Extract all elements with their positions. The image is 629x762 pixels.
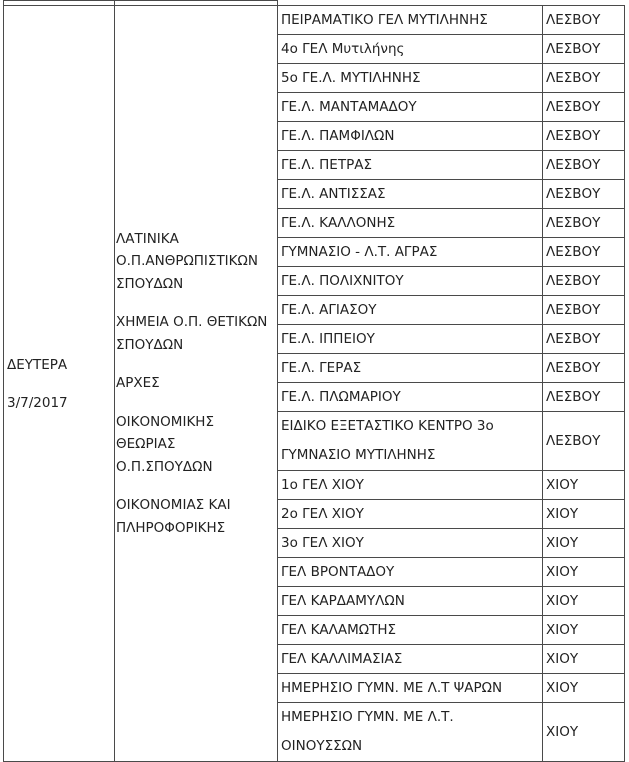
prefecture: ΛΕΣΒΟΥ bbox=[543, 296, 625, 325]
school-name: ΓΕΛ ΚΑΛΑΜΩΤΗΣ bbox=[278, 616, 543, 645]
subject-line: ΑΡΧΕΣ bbox=[116, 375, 160, 392]
school-name: ΓΕ.Λ. ΙΠΠΕΙΟΥ bbox=[278, 325, 543, 354]
exam-date: 3/7/2017 bbox=[7, 394, 68, 411]
prefecture: ΧΙΟΥ bbox=[543, 587, 625, 616]
school-name: ΕΙΔΙΚΟ ΕΞΕΤΑΣΤΙΚΟ ΚΕΝΤΡΟ 3ο ΓΥΜΝΑΣΙΟ ΜΥΤΙΛΗΝΗΣ bbox=[278, 412, 543, 471]
subject-line: ΘΕΩΡΙΑΣ bbox=[116, 436, 176, 453]
school-name: ΠΕΙΡΑΜΑΤΙΚΟ ΓΕΛ ΜΥΤΙΛΗΝΗΣ bbox=[278, 6, 543, 35]
school-name: ΓΕ.Λ. ΑΓΙΑΣΟΥ bbox=[278, 296, 543, 325]
prefecture: ΛΕΣΒΟΥ bbox=[543, 64, 625, 93]
prefecture: ΧΙΟΥ bbox=[543, 500, 625, 529]
prefecture: ΧΙΟΥ bbox=[543, 616, 625, 645]
prefecture: ΛΕΣΒΟΥ bbox=[543, 209, 625, 238]
school-name: ΓΕ.Λ. ΠΟΛΙΧΝΙΤΟΥ bbox=[278, 267, 543, 296]
school-name: ΓΕΛ ΚΑΛΛΙΜΑΣΙΑΣ bbox=[278, 645, 543, 674]
school-name: ΗΜΕΡΗΣΙΟ ΓΥΜΝ. ΜΕ Λ.Τ ΨΑΡΩΝ bbox=[278, 674, 543, 703]
subject-line: ΣΠΟΥΔΩΝ bbox=[116, 336, 184, 353]
school-name: ΓΕ.Λ. ΑΝΤΙΣΣΑΣ bbox=[278, 180, 543, 209]
prefecture: ΧΙΟΥ bbox=[543, 558, 625, 587]
table-body bbox=[4, 1, 625, 762]
school-name: 2ο ΓΕΛ ΧΙΟΥ bbox=[278, 500, 543, 529]
prefecture: ΛΕΣΒΟΥ bbox=[543, 383, 625, 412]
prefecture: ΧΙΟΥ bbox=[543, 703, 625, 762]
subject-line: ΟΙΚΟΝΟΜΙΚΗΣ bbox=[116, 413, 214, 430]
prefecture: ΛΕΣΒΟΥ bbox=[543, 93, 625, 122]
school-name: ΓΕ.Λ. ΚΑΛΛΟΝΗΣ bbox=[278, 209, 543, 238]
school-name: ΓΕΛ ΒΡΟΝΤΑΔΟΥ bbox=[278, 558, 543, 587]
prefecture: ΛΕΣΒΟΥ bbox=[543, 180, 625, 209]
school-name: ΓΕ.Λ. ΜΑΝΤΑΜΑΔΟΥ bbox=[278, 93, 543, 122]
prefecture: ΛΕΣΒΟΥ bbox=[543, 354, 625, 383]
prefecture: ΛΕΣΒΟΥ bbox=[543, 412, 625, 471]
prefecture: ΛΕΣΒΟΥ bbox=[543, 122, 625, 151]
school-name: 4ο ΓΕΛ Μυτιλήνης bbox=[278, 35, 543, 64]
prefecture: ΛΕΣΒΟΥ bbox=[543, 6, 625, 35]
school-name: ΓΕ.Λ. ΠΛΩΜΑΡΙΟΥ bbox=[278, 383, 543, 412]
prefecture: ΛΕΣΒΟΥ bbox=[543, 325, 625, 354]
school-name: 3ο ΓΕΛ ΧΙΟΥ bbox=[278, 529, 543, 558]
exam-date-cell bbox=[4, 6, 115, 762]
prefecture: ΧΙΟΥ bbox=[543, 471, 625, 500]
school-name: ΓΥΜΝΑΣΙΟ - Λ.Τ. ΑΓΡΑΣ bbox=[278, 238, 543, 267]
prefecture: ΧΙΟΥ bbox=[543, 645, 625, 674]
exam-day: ΔΕΥΤΕΡΑ bbox=[7, 356, 68, 373]
subject-line: ΛΑΤΙΝΙΚΑ bbox=[116, 230, 179, 247]
school-name: 1ο ΓΕΛ ΧΙΟΥ bbox=[278, 471, 543, 500]
subject-line: ΟΙΚΟΝΟΜΙΑΣ ΚΑΙ bbox=[116, 497, 231, 514]
prefecture: ΛΕΣΒΟΥ bbox=[543, 35, 625, 64]
subject-line: ΠΛΗΡΟΦΟΡΙΚΗΣ bbox=[116, 519, 226, 536]
prefecture: ΧΙΟΥ bbox=[543, 674, 625, 703]
exam-subjects-cell bbox=[115, 6, 278, 762]
prefecture: ΛΕΣΒΟΥ bbox=[543, 238, 625, 267]
school-name: 5ο ΓΕ.Λ. ΜΥΤΙΛΗΝΗΣ bbox=[278, 64, 543, 93]
school-name: ΓΕ.Λ. ΓΕΡΑΣ bbox=[278, 354, 543, 383]
exam-schedule-table bbox=[3, 0, 625, 762]
school-name: ΗΜΕΡΗΣΙΟ ΓΥΜΝ. ΜΕ Λ.Τ. ΟΙΝΟΥΣΣΩΝ bbox=[278, 703, 543, 762]
school-name: ΓΕ.Λ. ΠΑΜΦΙΛΩΝ bbox=[278, 122, 543, 151]
subject-line: ΣΠΟΥΔΩΝ bbox=[116, 275, 184, 292]
prefecture: ΛΕΣΒΟΥ bbox=[543, 151, 625, 180]
school-name: ΓΕΛ ΚΑΡΔΑΜΥΛΩΝ bbox=[278, 587, 543, 616]
prefecture: ΧΙΟΥ bbox=[543, 529, 625, 558]
subject-line: Ο.Π.ΣΠΟΥΔΩΝ bbox=[116, 458, 213, 475]
subject-line: Ο.Π.ΑΝΘΡΩΠΙΣΤΙΚΩΝ bbox=[116, 253, 258, 270]
table-row bbox=[4, 6, 625, 35]
prefecture: ΛΕΣΒΟΥ bbox=[543, 267, 625, 296]
school-name: ΓΕ.Λ. ΠΕΤΡΑΣ bbox=[278, 151, 543, 180]
subject-line: ΧΗΜΕΙΑ Ο.Π. ΘΕΤΙΚΩΝ bbox=[116, 314, 268, 331]
